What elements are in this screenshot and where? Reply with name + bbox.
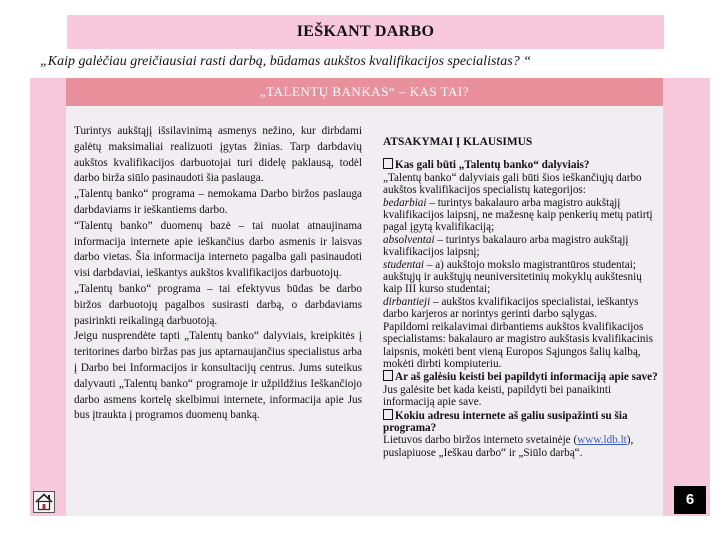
answer-3-before: Lietuvos darbo biržos interneto svetainėje ( <box>383 434 578 447</box>
home-button[interactable] <box>33 491 55 513</box>
paragraph: Jeigu nusprendėte tapti „Talentų banko“ dalyviais, kreipkitės į teritorines darbo biržas pas jus aptarnaujančius specialistus arba į Darbo bei Informacijos ir konsultacijų centrus. Jums suteikus dalyvauti „Talentų banko“ programoje ir užpildžius Ieškančiojo darbo asmens kortelę skelbimui internete, informacija apie Jus bus įtraukta į programos duomenų banką. <box>74 330 362 422</box>
content-panel <box>66 106 663 516</box>
paragraph: Turintys aukštąjį išsilavinimą asmenys nežino, kur dirbdami galėtų maksimaliai realizuoti įgytas žinias. Tarp darbdavių aukštos kvalifikacijos darbuotojai turi didelę paklausą, todėl darbo birža siūlo pasinaudoti šia paslauga. <box>74 125 362 185</box>
right-side-bar <box>663 78 710 516</box>
checkbox-icon <box>383 409 393 420</box>
question-3 <box>383 409 663 435</box>
question-1 <box>383 158 663 171</box>
category-text: – turintys bakalauro arba magistro aukštąjį kvalifikacijos laipsnį; <box>383 233 629 259</box>
category-term: absolventai <box>383 233 435 246</box>
category-term: dirbantieji <box>383 295 431 308</box>
question-1-text: Kas gali būti „Talentų banko“ dalyviais? <box>395 159 590 172</box>
category-unemployed <box>383 197 663 234</box>
question-3-text: Kokiu adresu internete aš galiu susipažinti su šia programa? <box>383 409 628 434</box>
answer-2: Jus galėsite bet kada keisti, papildyti bei panaikinti informaciją apie save. <box>383 383 612 409</box>
answers-heading: ATSAKYMAI Į KLAUSIMUS <box>383 136 533 148</box>
left-column <box>74 124 362 424</box>
ldb-website-link[interactable]: www.ldb.lt <box>577 434 627 447</box>
answer-3 <box>383 434 663 459</box>
answer-1-intro: „Talentų banko“ dalyviais gali būti šios ieškančiųjų darbo aukštos kvalifikacijos specialistų kategorijos: <box>383 171 642 197</box>
requirements-text: Papildomi reikalavimai dirbantiems aukštos kvalifikacijos specialistams: bakalauro ar magistro aukštasis kvalifikacinis laipsnis, mokėti bent vieną Europos Sąjungos šalių kalbą, mokėti dirbti kompiuteriu. <box>383 320 653 370</box>
category-employed <box>383 296 663 321</box>
paragraph: „Talentų banko“ programa – tai efektyvus būdas be darbo biržos darbuotojų pagalbos susirasti darbą, o darbdaviams pasirinkti reikalingą darbuotoją. <box>74 282 362 327</box>
section-title-bar <box>66 78 663 106</box>
title-bar <box>67 15 664 49</box>
checkbox-icon <box>383 370 393 381</box>
category-term: studentai <box>383 258 425 271</box>
page-title: IEŠKANT DARBO <box>296 23 435 40</box>
category-graduates <box>383 234 663 259</box>
left-side-bar <box>30 78 66 516</box>
category-text: – aukštos kvalifikacijos specialistai, ieškantys darbo karjeros ar norintys gerinti darbo sąlygas. <box>383 295 639 321</box>
category-text: – turintys bakalauro arba magistro aukštąjį kvalifikacijos laipsnį, ne mažesnę kaip penkerių metų patirtį pagal įgytą kvalifikaciją; <box>383 196 653 234</box>
right-column <box>383 136 663 459</box>
page-number: 6 <box>674 486 706 514</box>
category-students <box>383 259 663 296</box>
category-term: bedarbiai <box>383 196 427 209</box>
paragraph: “Talentų banko” duomenų bazė – tai nuolat atnaujinama informacija internete apie ieškančius darbo asmenis ir laisvas darbo vietas. Šia informacija interneto pagalba gali pasinaudoti visi darbdaviai, ieškantys aukštos kvalifikacijos darbuotojų. <box>74 219 362 280</box>
category-text: – a) aukštojo mokslo magistrantūros studentai; aukštųjų ir aukštųjų neuniversitetinių mokyklų aukštesnių kaip III kurso studentai; <box>383 258 642 296</box>
section-title: „TALENTŲ BANKAS“ – KAS TAI? <box>259 84 470 99</box>
paragraph: „Talentų banko“ programa – nemokama Darbo biržos paslauga darbdaviams ir ieškantiems darbo. <box>74 188 362 216</box>
question-2-text: Ar aš galėsiu keisti bei papildyti informaciją apie save? <box>395 371 658 384</box>
subtitle: „Kaip galėčiau greičiausiai rasti darbą, būdamas aukštos kvalifikacijos specialistas? “ <box>40 54 532 69</box>
checkbox-icon <box>383 158 393 169</box>
home-icon <box>33 491 55 513</box>
answer-3-after: ), puslapiuose „Ieškau darbo“ ir „Siūlo darbą“. <box>383 434 634 459</box>
question-2 <box>383 370 663 383</box>
